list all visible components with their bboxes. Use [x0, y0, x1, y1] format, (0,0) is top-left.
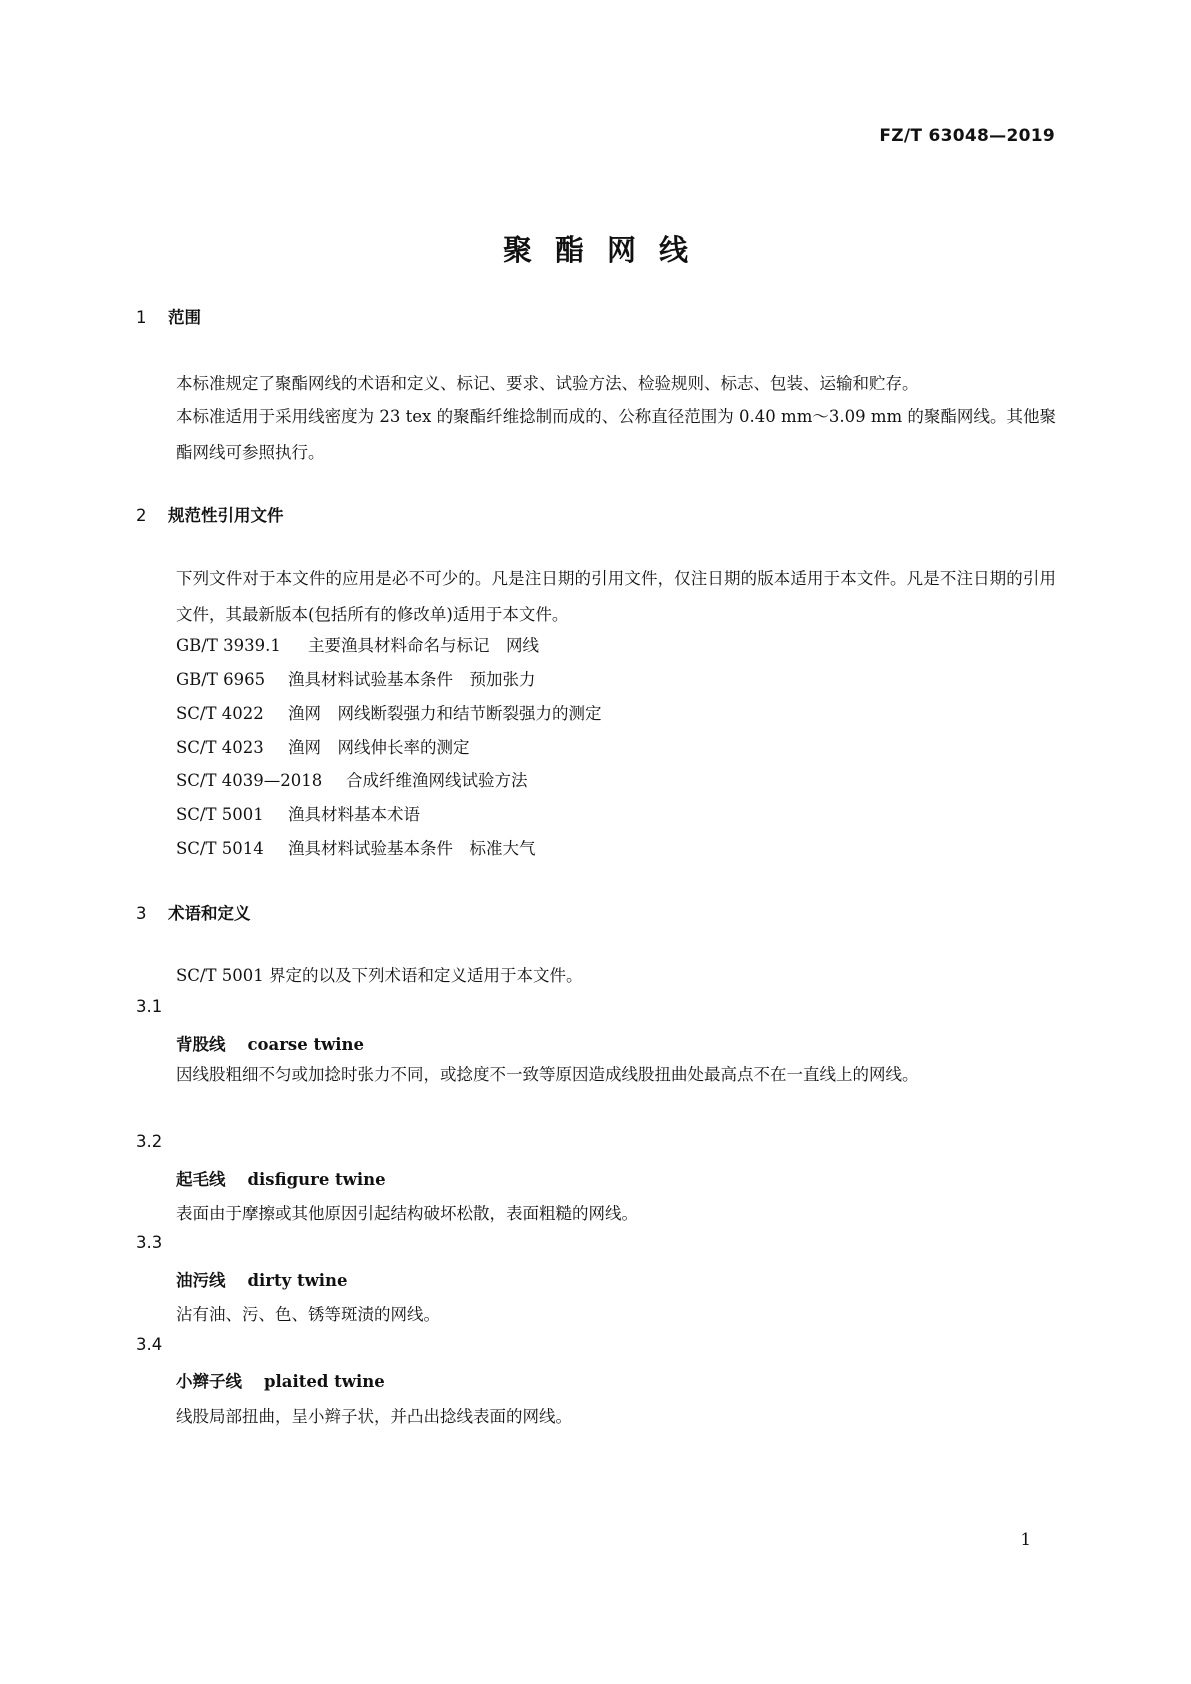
- paragraph-text: 本标准适用于采用线密度为 23 tex 的聚酯纤维捻制而成的、公称直径范围为 0.40 mm～3.09 mm 的聚酯网线。其他聚酯网线可参照执行。: [176, 407, 1056, 462]
- term-definition: 表面由于摩擦或其他原因引起结构破坏松散，表面粗糙的网线。: [176, 1204, 638, 1223]
- term-number: 3.1: [136, 997, 163, 1016]
- term-definition: 线股局部扭曲，呈小辫子状，并凸出捻线表面的网线。: [176, 1407, 572, 1426]
- reference-code: GB/T 6965: [176, 670, 266, 689]
- term-heading: [176, 1368, 385, 1392]
- terms-intro: SC/T 5001 界定的以及下列术语和定义适用于本文件。: [176, 966, 583, 985]
- document-title: 聚酯网线: [502, 233, 711, 267]
- reference-title: 渔网 网线伸长率的测定: [288, 738, 470, 757]
- reference-title: 合成纤维渔网线试验方法: [346, 771, 528, 790]
- section-heading-normative-references: [136, 502, 284, 526]
- reference-code: SC/T 4023: [176, 738, 264, 757]
- term-zh: 油污线: [176, 1271, 226, 1290]
- term-en: coarse twine: [247, 1035, 365, 1054]
- term-en: disfigure twine: [247, 1170, 386, 1189]
- term-number: 3.4: [136, 1335, 163, 1354]
- term-en: dirty twine: [247, 1271, 348, 1290]
- references-intro: [136, 561, 1056, 633]
- section-title: 范围: [168, 308, 201, 327]
- reference-item: [176, 666, 536, 690]
- definition-text: 因线股粗细不匀或加捻时张力不同，或捻度不一致等原因造成线股扭曲处最高点不在一直线上的网线。: [176, 1065, 919, 1084]
- term-en: plaited twine: [264, 1372, 385, 1391]
- term-definition: [136, 1057, 1056, 1093]
- term-zh: 起毛线: [176, 1170, 226, 1189]
- term-definition: 沾有油、污、色、锈等斑渍的网线。: [176, 1305, 440, 1324]
- section-heading-terms-definitions: [136, 900, 251, 924]
- reference-code: SC/T 5014: [176, 839, 264, 858]
- term-heading: [176, 1267, 348, 1291]
- reference-title: 主要渔具材料命名与标记 网线: [308, 636, 539, 655]
- reference-title: 渔网 网线断裂强力和结节断裂强力的测定: [288, 704, 602, 723]
- term-number: 3.3: [136, 1233, 163, 1252]
- term-number: 3.2: [136, 1132, 163, 1151]
- term-heading: [176, 1166, 386, 1190]
- section-number: 1: [136, 308, 147, 327]
- reference-code: SC/T 4022: [176, 704, 264, 723]
- standard-code: FZ/T 63048—2019: [879, 126, 1055, 146]
- reference-code: GB/T 3939.1: [176, 636, 281, 655]
- term-zh: 小辫子线: [176, 1372, 242, 1391]
- reference-item: [176, 734, 470, 758]
- paragraph-text: 下列文件对于本文件的应用是必不可少的。凡是注日期的引用文件，仅注日期的版本适用于本文件。凡是不注日期的引用文件，其最新版本(包括所有的修改单)适用于本文件。: [176, 569, 1056, 624]
- section-number: 2: [136, 506, 147, 525]
- reference-title: 渔具材料试验基本条件 标准大气: [288, 839, 536, 858]
- section-heading-scope: [136, 304, 201, 328]
- reference-item: [176, 835, 536, 859]
- reference-item: [176, 700, 602, 724]
- reference-item: [176, 767, 528, 791]
- reference-item: [176, 632, 539, 656]
- paragraph-text: 本标准规定了聚酯网线的术语和定义、标记、要求、试验方法、检验规则、标志、包装、运输和贮存。: [176, 374, 919, 393]
- section-title: 规范性引用文件: [168, 506, 284, 525]
- scope-paragraph-2: [136, 399, 1056, 471]
- term-zh: 背股线: [176, 1035, 226, 1054]
- term-heading: [176, 1031, 364, 1055]
- section-title: 术语和定义: [168, 904, 251, 923]
- reference-code: SC/T 5001: [176, 805, 264, 824]
- reference-title: 渔具材料基本术语: [288, 805, 420, 824]
- scope-paragraph-1: [136, 366, 1056, 402]
- reference-item: [176, 801, 420, 825]
- section-number: 3: [136, 904, 147, 923]
- reference-title: 渔具材料试验基本条件 预加张力: [288, 670, 536, 689]
- page-number: 1: [1020, 1530, 1031, 1549]
- reference-code: SC/T 4039—2018: [176, 771, 323, 790]
